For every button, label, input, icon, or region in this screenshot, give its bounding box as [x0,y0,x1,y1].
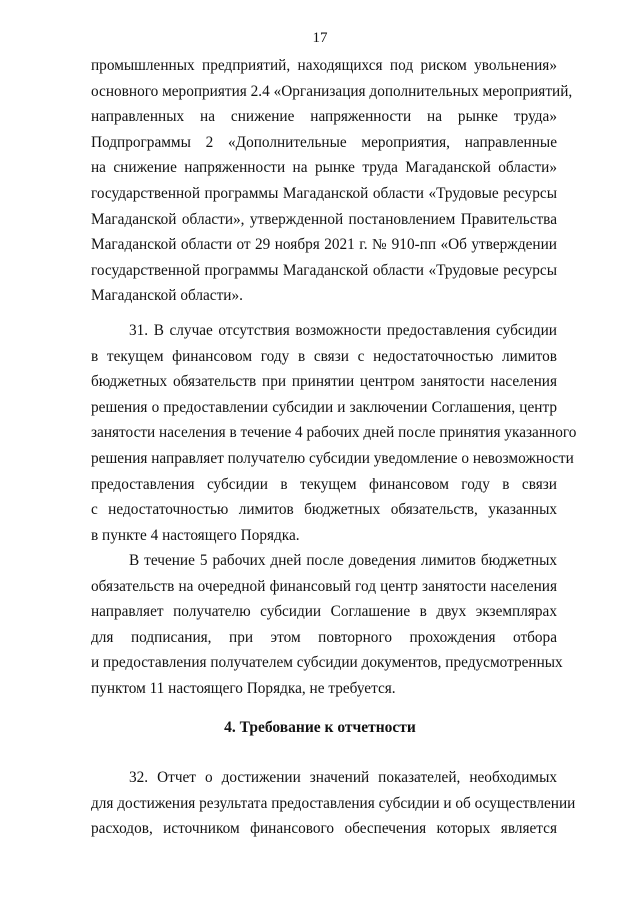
text-line: решения о предоставлении субсидии и заключении Соглашения, центр [91,398,557,416]
page-number: 17 [312,30,328,46]
text-line: в текущем финансовом году в связи с недостаточностью лимитов [91,347,557,365]
text-line: для подписания, при этом повторного прохождения отбора [91,628,557,646]
text-line: направляет получателю субсидии Соглашение в двух экземплярах [91,603,557,621]
text-line: занятости населения в течение 4 рабочих дней после принятия указанного [91,424,577,442]
text-line: с недостаточностью лимитов бюджетных обязательств, указанных [91,501,557,519]
text-line: обязательств на очередной финансовый год центр занятости населения [91,577,557,595]
text-line: основного мероприятия 2.4 «Организация дополнительных мероприятий, [91,82,573,100]
text-line: Магаданской области», утвержденной постановлением Правительства [91,210,557,228]
text-line: В течение 5 рабочих дней после доведения лимитов бюджетных [129,552,557,569]
text-line: 31. В случае отсутствия возможности предоставления субсидии [129,322,557,339]
text-line: направленных на снижение напряженности на рынке труда» [91,108,557,126]
text-line: государственной программы Магаданской области «Трудовые ресурсы [91,184,557,202]
continued-paragraph [91,53,573,309]
text-line: промышленных предприятий, находящихся под риском увольнения» [91,57,557,74]
clause-31-second-paragraph [91,548,563,702]
text-line: Подпрограммы 2 «Дополнительные мероприятия, направленные [91,133,557,151]
text-line: 32. Отчет о достижении значений показателей, необходимых [129,769,557,786]
text-line: в пункте 4 настоящего Порядка. [91,526,300,544]
text-line: предоставления субсидии в текущем финансовом году в связи [91,475,557,493]
text-line: пунктом 11 настоящего Порядка, не требуется. [91,679,396,697]
text-line: Магаданской области от 29 ноября 2021 г. № 910-пп «Об утверждении [91,236,557,254]
text-line: для достижения результата предоставления субсидии и об осуществлении [91,794,576,812]
text-line: решения направляет получателю субсидии уведомление о невозможности [91,449,574,467]
text-line: на снижение напряженности на рынке труда Магаданской области» [91,159,557,177]
text-line: Магаданской области». [91,287,243,305]
text-line: государственной программы Магаданской области «Трудовые ресурсы [91,261,557,279]
text-line: бюджетных обязательств при принятии центром занятости населения [91,373,557,391]
clause-31 [91,318,577,548]
text-line: расходов, источником финансового обеспечения которых является [91,820,557,838]
clause-32 [91,765,576,842]
section-heading: 4. Требование к отчетности [224,719,416,736]
text-line: и предоставления получателем субсидии документов, предусмотренных [91,654,563,672]
